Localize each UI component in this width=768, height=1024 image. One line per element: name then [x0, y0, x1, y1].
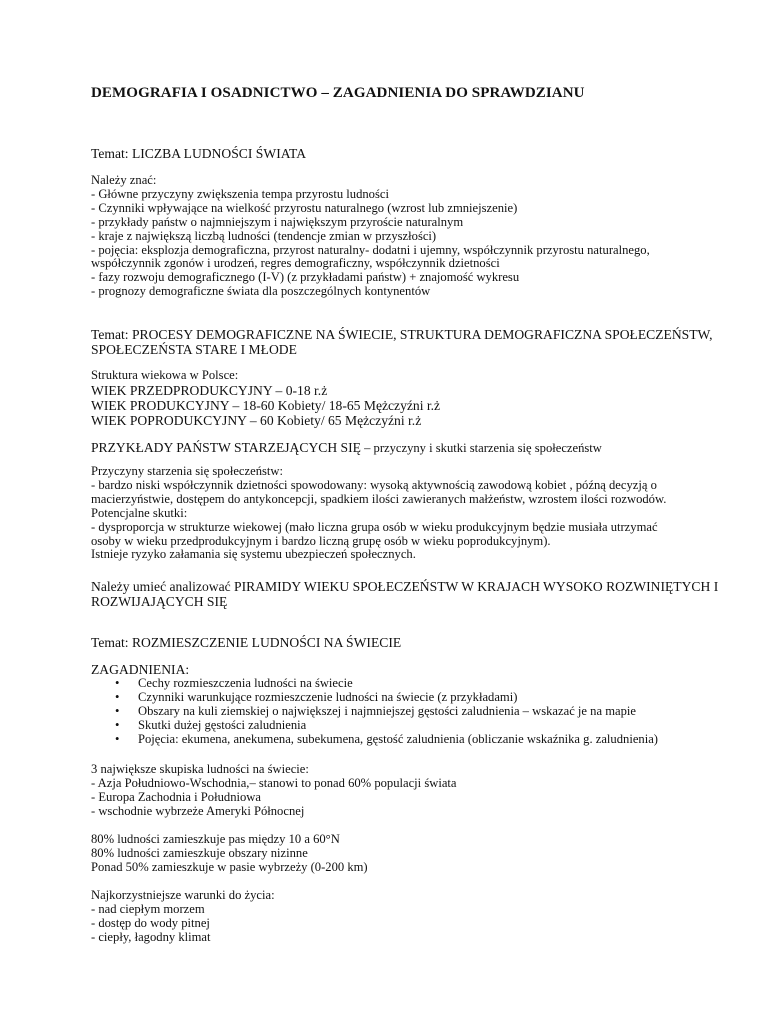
list-item: • Skutki dużej gęstości zaludnienia: [115, 717, 307, 732]
paragraph-line: Przyczyny starzenia się społeczeństw:: [91, 464, 283, 478]
clusters-intro: 3 największe skupiska ludności na świecie:: [91, 762, 309, 776]
paragraph-line: Istnieje ryzyko załamania się systemu ubezpieczeń społecznych.: [91, 547, 416, 562]
section-population-list: [91, 174, 731, 299]
section-processes: [91, 327, 731, 357]
bullet-icon: •: [115, 731, 120, 746]
paragraph-line: osoby w wieku przedprodukcyjnym i bardzo liczną grupę osób w wieku poprodukcyjnym).: [91, 533, 551, 548]
issues-list: [91, 677, 731, 747]
bullet-icon: •: [115, 717, 120, 732]
list-item: - fazy rozwoju demograficznego (I-V) (z przykładami państw) + znajomość wykresu: [91, 270, 520, 285]
pyramids-note: [91, 579, 731, 609]
section-heading: Temat: ROZMIESZCZENIE LUDNOŚCI NA ŚWIECIE: [91, 635, 402, 650]
aging-rest: – przyczyny i skutki starzenia się społeczeństw: [360, 441, 602, 455]
list-item: współczynnik zgonów i urodzeń, regres demograficzny, współczynnik dzietności: [91, 256, 500, 271]
list-item: • Cechy rozmieszczenia ludności na świecie: [115, 676, 353, 691]
aging-caps: PRZYKŁADY PAŃSTW STARZEJĄCYCH SIĘ: [91, 440, 361, 455]
list-item: - Główne przyczyny zwiększenia tempa przyrostu ludności: [91, 186, 389, 201]
conditions-intro: Najkorzystniejsze warunki do życia:: [91, 888, 275, 902]
list-item: • Obszary na kuli ziemskiej o największej i najmniejszej gęstości zaludnienia – wskazać je na mapie: [115, 704, 636, 719]
structure-intro: Struktura wiekowa w Polsce:: [91, 368, 239, 382]
document-title: DEMOGRAFIA I OSADNICTWO – ZAGADNIENIA DO SPRAWDZIANU: [91, 85, 585, 101]
paragraph-line: - bardzo niski współczynnik dzietności spowodowany: wysoką aktywnością zawodową kobiet , późną decyzją o: [91, 477, 657, 492]
section-distribution: [91, 635, 731, 650]
bullet-icon: •: [115, 690, 120, 705]
paragraph-line: Należy umieć analizować PIRAMIDY WIEKU SPOŁECZEŃSTW W KRAJACH WYSOKO ROZWINIĘTYCH I: [91, 579, 719, 594]
paragraph-line: ROZWIJAJĄCYCH SIĘ: [91, 594, 228, 610]
list-item: - wschodnie wybrzeże Ameryki Północnej: [91, 803, 305, 818]
structure-item: WIEK POPRODUKCYJNY – 60 Kobiety/ 65 Mężczyźni r.ż: [91, 413, 422, 429]
list-item: - Europa Zachodnia i Południowa: [91, 789, 261, 804]
structure-item: WIEK PRZEDPRODUKCYJNY – 0-18 r.ż: [91, 382, 328, 398]
fact-line: 80% ludności zamieszkuje pas między 10 a 60°N: [91, 832, 340, 846]
section-heading: Temat: LICZBA LUDNOŚCI ŚWIATA: [91, 146, 307, 161]
bullet-icon: •: [115, 676, 120, 691]
list-item: - Czynniki wpływające na wielkość przyrostu naturalnego (wzrost lub zmniejszenie): [91, 200, 518, 215]
list-item: • Pojęcia: ekumena, anekumena, subekumena, gęstość zaludnienia (obliczanie wskaźnika g. zaludnienia): [115, 731, 658, 746]
list-item: - pojęcia: eksplozja demograficzna, przyrost naturalny- dodatni i ujemny, współczynnik przyrostu naturalnego,: [91, 242, 650, 257]
issues-heading: ZAGADNIENIA:: [91, 662, 190, 677]
list-item: • Czynniki warunkujące rozmieszczenie ludności na świecie (z przykładami): [115, 690, 518, 705]
list-item: - Azja Południowo-Wschodnia,– stanowi to ponad 60% populacji świata: [91, 775, 457, 790]
issues: [91, 662, 731, 747]
list-item: - przykłady państw o najmniejszym i największym przyroście naturalnym: [91, 214, 464, 229]
paragraph-line: Potencjalne skutki:: [91, 505, 188, 520]
structure-item: WIEK PRODUKCYJNY – 18-60 Kobiety/ 18-65 Mężczyźni r.ż: [91, 398, 441, 414]
section-population: [91, 146, 731, 161]
living-conditions: [91, 889, 731, 945]
section-heading: Temat: PROCESY DEMOGRAFICZNE NA ŚWIECIE, STRUKTURA DEMOGRAFICZNA SPOŁECZEŃSTW,: [91, 327, 713, 342]
intro-text: Należy znać:: [91, 173, 157, 187]
list-item: - nad ciepłym morzem: [91, 901, 205, 916]
population-clusters: [91, 763, 731, 819]
aging-heading: [91, 440, 731, 456]
list-item: - dostęp do wody pitnej: [91, 915, 210, 930]
bullet-icon: •: [115, 704, 120, 719]
fact-line: 80% ludności zamieszkuje obszary nizinne: [91, 845, 308, 860]
paragraph-line: - dysproporcja w strukturze wiekowej (mało liczna grupa osób w wieku produkcyjnym będzie musiała utrzymać: [91, 519, 658, 534]
list-item: - kraje z największą liczbą ludności (tendencje zmian w przyszłości): [91, 228, 437, 243]
list-item: - prognozy demograficzne świata dla poszczególnych kontynentów: [91, 284, 431, 299]
population-facts: [91, 833, 731, 875]
list-item: - ciepły, łagodny klimat: [91, 929, 211, 944]
fact-line: Ponad 50% zamieszkuje w pasie wybrzeży (0-200 km): [91, 859, 368, 874]
paragraph-line: macierzyństwie, dostępem do antykoncepcji, spadkiem ilości zawieranych małżeństw, wzrostem ilości rozwodów.: [91, 491, 667, 506]
age-structure: [91, 369, 731, 429]
aging-causes: [91, 465, 731, 562]
section-heading: SPOŁECZEŃSTA STARE I MŁODE: [91, 342, 297, 358]
